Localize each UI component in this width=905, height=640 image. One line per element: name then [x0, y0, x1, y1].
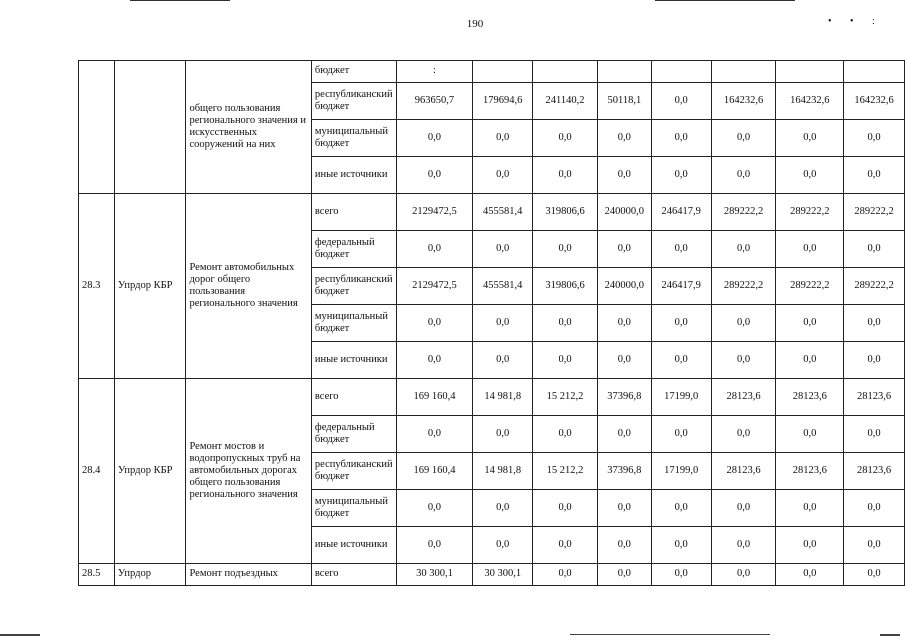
amount-cell: 0,0	[651, 416, 711, 453]
amount-cell: 2129472,5	[396, 268, 473, 305]
funding-source-label: федеральный бюджет	[311, 416, 396, 453]
amount-cell: 0,0	[776, 416, 844, 453]
amount-cell: 15 212,2	[533, 379, 598, 416]
amount-cell: 28123,6	[776, 379, 844, 416]
measure-description: Ремонт мостов и водопропускных труб на автомобильных дорогах общего пользования регионального значения	[186, 379, 311, 564]
amount-cell: 0,0	[396, 416, 473, 453]
amount-cell: 0,0	[844, 490, 905, 527]
amount-cell: 0,0	[651, 157, 711, 194]
amount-cell: 0,0	[396, 231, 473, 268]
amount-cell: 0,0	[597, 120, 651, 157]
amount-cell: 289222,2	[711, 194, 776, 231]
page-number: 190	[466, 18, 484, 30]
amount-cell: 0,0	[396, 305, 473, 342]
amount-cell: 319806,6	[533, 194, 598, 231]
amount-cell: 50118,1	[597, 83, 651, 120]
amount-cell: 0,0	[711, 416, 776, 453]
budget-table	[78, 60, 905, 586]
amount-cell: 2129472,5	[396, 194, 473, 231]
amount-cell: 455581,4	[473, 268, 533, 305]
funding-source-label: всего	[311, 194, 396, 231]
amount-cell: 0,0	[473, 416, 533, 453]
funding-source-label: федеральный бюджет	[311, 231, 396, 268]
amount-cell: 240000,0	[597, 194, 651, 231]
amount-cell: 0,0	[711, 157, 776, 194]
funding-source-label: иные источники	[311, 157, 396, 194]
amount-cell: 0,0	[776, 231, 844, 268]
amount-cell: 289222,2	[844, 268, 905, 305]
amount-cell: 0,0	[597, 157, 651, 194]
scan-artifact-top-left	[130, 0, 230, 1]
amount-cell: 0,0	[597, 490, 651, 527]
amount-cell: 30 300,1	[396, 564, 473, 586]
amount-cell	[711, 61, 776, 83]
table-row	[79, 194, 905, 231]
amount-cell: 0,0	[533, 305, 598, 342]
amount-cell: 0,0	[533, 416, 598, 453]
amount-cell: 0,0	[711, 527, 776, 564]
amount-cell: 0,0	[533, 231, 598, 268]
amount-cell: 455581,4	[473, 194, 533, 231]
amount-cell: 169 160,4	[396, 453, 473, 490]
responsible-executor: Упрдор КБР	[114, 379, 186, 564]
amount-cell: 0,0	[473, 527, 533, 564]
amount-cell: 0,0	[651, 527, 711, 564]
amount-cell: 15 212,2	[533, 453, 598, 490]
amount-cell: 0,0	[844, 416, 905, 453]
row-number	[79, 61, 115, 194]
amount-cell: 0,0	[711, 231, 776, 268]
amount-cell: 0,0	[473, 490, 533, 527]
scan-artifact-top-right	[655, 0, 795, 1]
amount-cell: 0,0	[396, 527, 473, 564]
amount-cell: 17199,0	[651, 379, 711, 416]
table-row	[79, 564, 905, 586]
amount-cell: 0,0	[711, 342, 776, 379]
amount-cell: 28123,6	[844, 453, 905, 490]
amount-cell: 0,0	[473, 342, 533, 379]
amount-cell: 0,0	[473, 305, 533, 342]
amount-cell: 169 160,4	[396, 379, 473, 416]
amount-cell: 240000,0	[597, 268, 651, 305]
amount-cell: 0,0	[711, 120, 776, 157]
amount-cell: 0,0	[776, 157, 844, 194]
amount-cell: 0,0	[844, 564, 905, 586]
amount-cell: 0,0	[651, 564, 711, 586]
amount-cell: 0,0	[711, 564, 776, 586]
amount-cell: 0,0	[776, 305, 844, 342]
measure-description: общего пользования регионального значения и искусственных сооружений на них	[186, 61, 311, 194]
amount-cell	[597, 61, 651, 83]
row-number: 28.4	[79, 379, 115, 564]
amount-cell: 0,0	[597, 416, 651, 453]
funding-source-label: муниципальный бюджет	[311, 305, 396, 342]
amount-cell: 319806,6	[533, 268, 598, 305]
amount-cell: 17199,0	[651, 453, 711, 490]
funding-source-label: муниципальный бюджет	[311, 120, 396, 157]
measure-description: Ремонт подъездных	[186, 564, 311, 586]
amount-cell: 0,0	[776, 490, 844, 527]
amount-cell: 0,0	[533, 157, 598, 194]
amount-cell: 164232,6	[711, 83, 776, 120]
table-row	[79, 61, 905, 83]
amount-cell: 289222,2	[776, 268, 844, 305]
scan-artifact-bottom-mid	[570, 634, 770, 635]
amount-cell: 0,0	[844, 527, 905, 564]
amount-cell: 0,0	[844, 342, 905, 379]
amount-cell: 0,0	[651, 231, 711, 268]
amount-cell: 0,0	[396, 490, 473, 527]
amount-cell: 0,0	[597, 564, 651, 586]
amount-cell: 37396,8	[597, 453, 651, 490]
responsible-executor	[114, 61, 186, 194]
amount-cell: 0,0	[711, 305, 776, 342]
scan-bottom-edge	[0, 632, 905, 640]
amount-cell: 0,0	[473, 120, 533, 157]
amount-cell: 0,0	[597, 231, 651, 268]
amount-cell: 0,0	[473, 231, 533, 268]
amount-cell: 0,0	[651, 490, 711, 527]
amount-cell: 289222,2	[776, 194, 844, 231]
amount-cell: 0,0	[597, 527, 651, 564]
amount-cell: 0,0	[533, 564, 598, 586]
amount-cell: 289222,2	[844, 194, 905, 231]
funding-source-label: иные источники	[311, 342, 396, 379]
amount-cell: 28123,6	[844, 379, 905, 416]
amount-cell: 0,0	[533, 490, 598, 527]
amount-cell: 0,0	[597, 342, 651, 379]
amount-cell: 0,0	[776, 564, 844, 586]
amount-cell	[473, 61, 533, 83]
amount-cell: :	[396, 61, 473, 83]
funding-source-label: муниципальный бюджет	[311, 490, 396, 527]
budget-table-body	[79, 61, 905, 586]
amount-cell: 0,0	[533, 342, 598, 379]
amount-cell: 0,0	[396, 120, 473, 157]
scan-artifact-bottom-right	[880, 634, 900, 636]
amount-cell	[651, 61, 711, 83]
funding-source-label: бюджет	[311, 61, 396, 83]
amount-cell: 241140,2	[533, 83, 598, 120]
amount-cell: 0,0	[776, 120, 844, 157]
amount-cell: 0,0	[533, 120, 598, 157]
amount-cell: 0,0	[776, 527, 844, 564]
amount-cell: 179694,6	[473, 83, 533, 120]
responsible-executor: Упрдор	[114, 564, 186, 586]
funding-source-label: всего	[311, 379, 396, 416]
amount-cell	[844, 61, 905, 83]
amount-cell: 0,0	[473, 157, 533, 194]
amount-cell: 14 981,8	[473, 379, 533, 416]
funding-source-label: иные источники	[311, 527, 396, 564]
amount-cell: 0,0	[651, 83, 711, 120]
amount-cell: 963650,7	[396, 83, 473, 120]
amount-cell: 0,0	[844, 231, 905, 268]
amount-cell: 0,0	[776, 342, 844, 379]
funding-source-label: всего	[311, 564, 396, 586]
amount-cell	[533, 61, 598, 83]
amount-cell: 246417,9	[651, 194, 711, 231]
table-row	[79, 379, 905, 416]
amount-cell: 0,0	[597, 305, 651, 342]
amount-cell: 164232,6	[844, 83, 905, 120]
amount-cell	[776, 61, 844, 83]
amount-cell: 0,0	[651, 342, 711, 379]
amount-cell: 28123,6	[776, 453, 844, 490]
funding-source-label: республиканский бюджет	[311, 83, 396, 120]
amount-cell: 0,0	[711, 490, 776, 527]
amount-cell: 28123,6	[711, 379, 776, 416]
amount-cell: 0,0	[844, 157, 905, 194]
amount-cell: 0,0	[396, 342, 473, 379]
amount-cell: 0,0	[844, 120, 905, 157]
amount-cell: 164232,6	[776, 83, 844, 120]
funding-source-label: республиканский бюджет	[311, 268, 396, 305]
amount-cell: 28123,6	[711, 453, 776, 490]
amount-cell: 246417,9	[651, 268, 711, 305]
amount-cell: 30 300,1	[473, 564, 533, 586]
amount-cell: 0,0	[651, 120, 711, 157]
amount-cell: 37396,8	[597, 379, 651, 416]
measure-description: Ремонт автомобильных дорог общего пользования регионального значения	[186, 194, 311, 379]
amount-cell: 0,0	[651, 305, 711, 342]
amount-cell: 0,0	[844, 305, 905, 342]
funding-source-label: республиканский бюджет	[311, 453, 396, 490]
responsible-executor: Упрдор КБР	[114, 194, 186, 379]
row-number: 28.5	[79, 564, 115, 586]
amount-cell: 14 981,8	[473, 453, 533, 490]
amount-cell: 0,0	[533, 527, 598, 564]
amount-cell: 289222,2	[711, 268, 776, 305]
corner-marks: • • :	[828, 16, 883, 27]
scan-artifact-bottom-left	[0, 634, 40, 636]
row-number: 28.3	[79, 194, 115, 379]
amount-cell: 0,0	[396, 157, 473, 194]
